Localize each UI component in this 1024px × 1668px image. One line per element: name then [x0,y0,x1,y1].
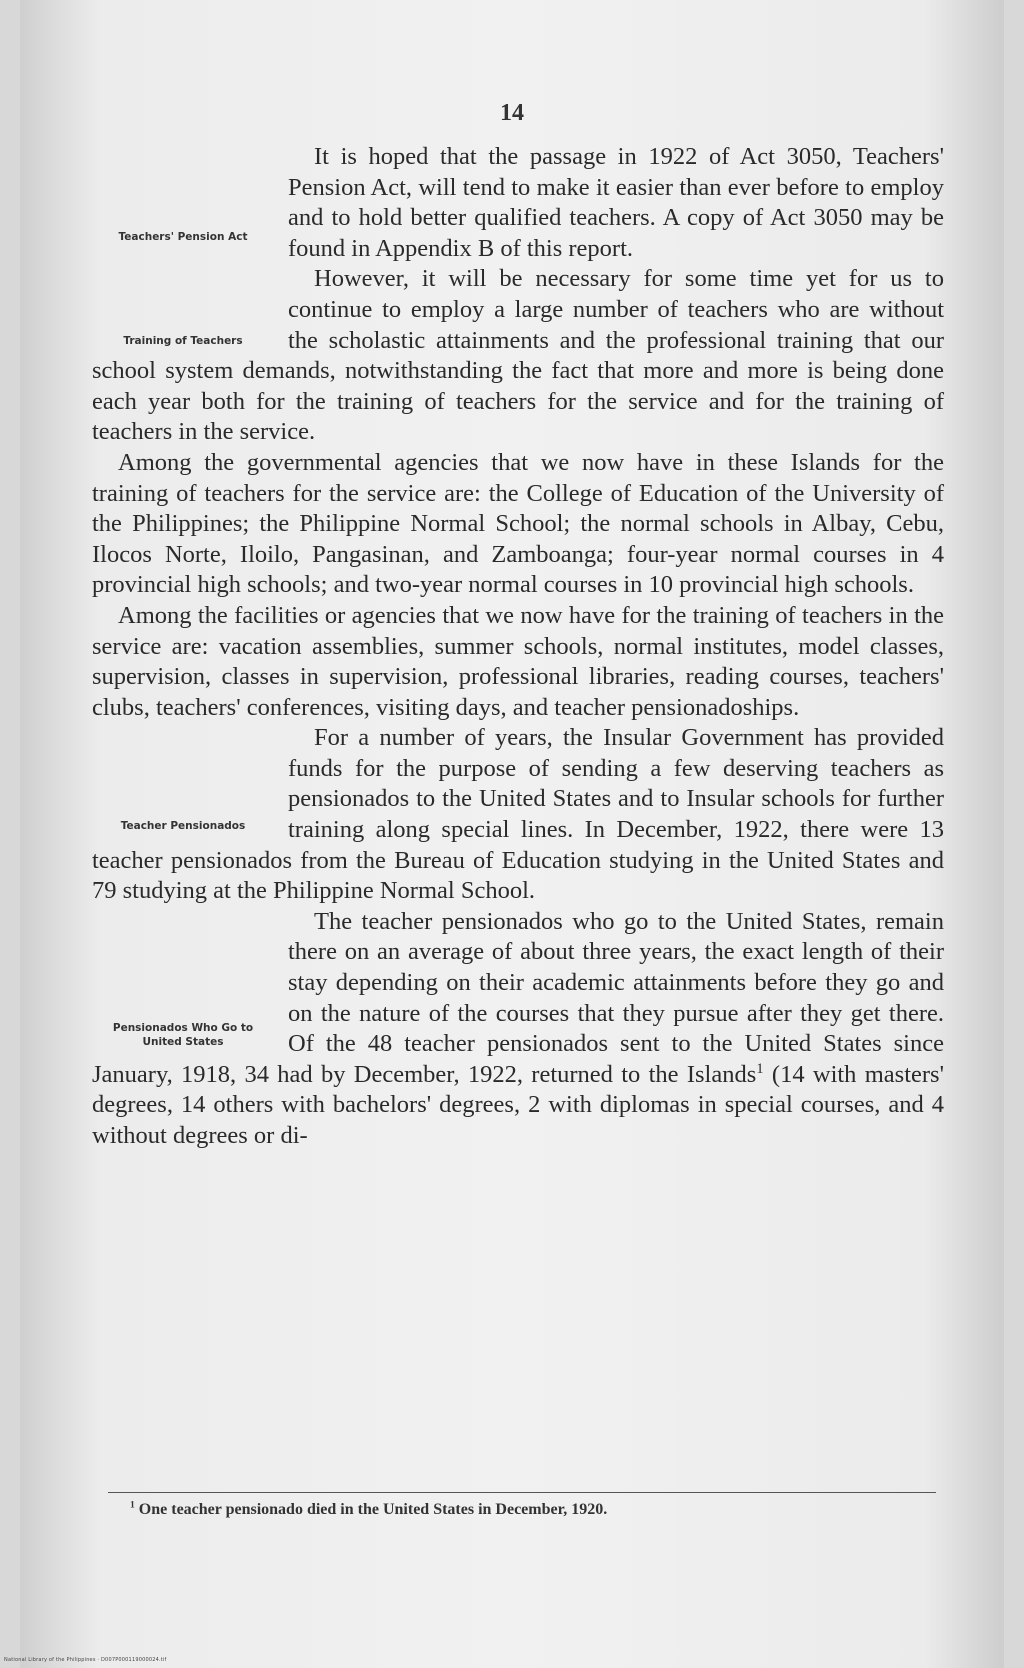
sidenote-who-go: Pensionados Who Go to United States [112,1021,254,1048]
paragraph-facilities: Among the facilities or agencies that we now have for the training of teachers in the service are: vacation assemblies, summer schools, normal institutes, model classes, supervision, classes in supervision, professional libraries, reading courses, teachers' clubs, teachers' conferences, visiting days, and teacher pensionadoships. [92,601,944,721]
document-page [20,0,1004,1668]
body-text [92,142,944,1152]
paragraph-who-go-text: The teacher pensionados who go to the United States, remain there on an average of about three years, the exact length of their stay depending on their academic attainments before they go and on the nature of the courses that they pursue after they get there. Of the 48 teacher pensionados sent to the United States since January, 1918, 34 had by December, 1922, returned to the Islands [92,907,944,1088]
paragraph-governmental-agencies: Among the governmental agencies that we now have in these Islands for the training of teachers for the service are: the College of Education of the University of the Philippines; the Philippine Normal School; the normal schools in Albay, Cebu, Ilocos Norte, Iloilo, Pangasinan, and Zamboanga; four-year normal courses in 4 provincial high schools; and two-year normal courses in 10 provincial high schools. [92,448,944,599]
sidenote-pension-act: Teachers' Pension Act [118,231,248,243]
sidenote-pensionados: Teacher Pensionados [120,820,246,833]
paragraph-who-go-cont: (14 with masters' degrees, 14 others with bachelors' degrees, 2 with diplomas in special courses, and 4 without degrees or di- [92,1060,944,1149]
page-number: 14 [500,100,524,126]
paragraph-training: However, it will be necessary for some time yet for us to continue to employ a large number of teachers who are without the scholastic attainments and the professional training that our school system demands, notwithstanding the fact that more and more is being done each year both for the training of teachers for the service and for the training of teachers in the service. [92,265,944,446]
footnote-marker: 1 [130,1499,135,1511]
paragraph-pensionados: For a number of years, the Insular Government has provided funds for the purpose of sending a few deserving teachers as pensionados to the United States and to Insular schools for further training along special lines. In December, 1922, there were 13 teacher pensionados from the Bureau of Education studying in the United States and 79 studying at the Philippine Normal School. [92,724,944,905]
footnote-text: One teacher pensionado died in the United States in December, 1920. [138,1501,608,1518]
footnote-ref: 1 [756,1060,764,1077]
paragraph-pension-act: It is hoped that the passage in 1922 of Act 3050, Teachers' Pension Act, will tend to make it easier than ever before to employ and to hold better qualified teachers. A copy of Act 3050 may be found in Appendix B of this report. [288,143,944,262]
sidenote-training: Training of Teachers [123,335,243,348]
scan-credit: National Library of the Philippines · D007P000119000024.tif [4,1657,167,1663]
footnote [130,1500,950,1520]
footnote-rule [108,1492,936,1493]
